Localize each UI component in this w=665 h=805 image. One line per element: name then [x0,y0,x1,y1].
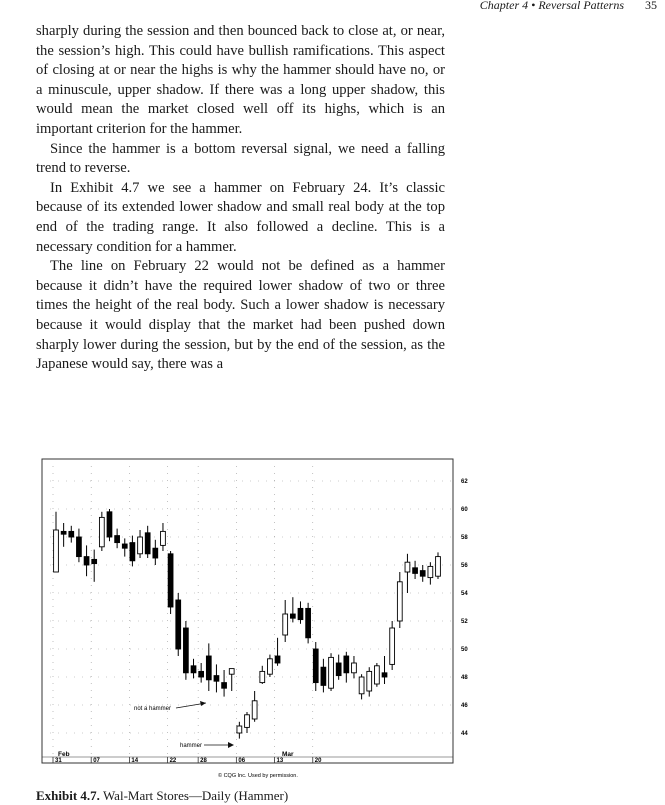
candle-body-down [214,676,219,682]
y-tick-label: 54 [461,591,468,597]
candle-body-up [260,671,265,682]
paragraph-4: The line on February 22 would not be defined as a hammer because it didn’t have the required lower shadow of two or three times the height of the real body. Such a lower shadow is necessary because it would display that the market had been pushed down sharply lower during the session, but by the end of the session, as the Japanese would say, there was a [36,258,445,373]
candle [99,512,104,551]
exhibit-title: Wal-Mart Stores—Daily (Hammer) [102,788,289,803]
candle [183,621,188,680]
candle-body-up [374,666,379,684]
candle-body-up [367,671,372,691]
month-label-mar: Mar [282,751,294,758]
month-label-feb: Feb [58,751,70,758]
candle-body-down [92,559,97,563]
exhibit-caption [36,788,288,804]
candle-body-down [107,512,112,537]
y-tick-label: 56 [461,563,468,569]
page-number: 35 [645,0,657,12]
candle-body-down [344,656,349,673]
candle-body-down [130,543,135,561]
y-tick-label: 44 [461,731,468,737]
x-tick-label: 14 [131,758,139,764]
hammer-label: hammer [180,743,203,749]
candle-body-down [183,628,188,673]
candle-body-down [191,666,196,673]
candle-body-up [428,566,433,577]
running-head [480,0,657,13]
candle-body-down [321,667,326,685]
body-text [36,22,445,375]
y-tick-label: 52 [461,619,468,625]
candle-body-down [199,671,204,677]
chapter-label: Chapter 4 [479,0,529,12]
candle-body-down [153,548,158,558]
candle-body-down [275,656,280,663]
candle-body-up [229,669,234,675]
candle-body-down [306,608,311,637]
candle-body-up [405,562,410,572]
chart-credit: © CQG Inc. Used by permission. [218,773,298,779]
y-tick-label: 50 [461,647,468,653]
candle-body-up [397,582,402,621]
candle-body-up [237,726,242,733]
candle-body-up [268,659,273,674]
candle [306,603,311,644]
candle-body-up [138,537,143,554]
paragraph-2: Since the hammer is a bottom reversal signal, we need a falling trend to reverse. [36,140,445,177]
candle-body-up [359,677,364,694]
candle [390,621,395,670]
candle-body-down [298,608,303,619]
section-title: Reversal Patterns [538,0,624,12]
y-tick-label: 60 [461,507,468,513]
y-tick-label: 46 [461,703,468,709]
x-tick-label: 20 [314,758,322,764]
x-tick-label: 28 [200,758,207,764]
candle-body-down [61,531,66,534]
exhibit-number: Exhibit 4.7. [36,788,100,803]
candle-body-up [54,530,59,572]
candle [436,552,441,579]
y-tick-label: 58 [461,535,468,541]
candle [176,593,181,656]
candle-body-up [283,614,288,635]
candlestick-chart [30,451,490,785]
x-tick-label: 07 [93,758,100,764]
candle-body-down [84,557,89,565]
candle-body-down [382,673,387,677]
x-tick-label: 31 [55,758,62,764]
exhibit-chart [30,451,490,785]
candle [374,663,379,687]
candle-body-down [145,533,150,554]
candle-body-down [313,649,318,683]
candle-body-down [77,537,82,557]
y-tick-label: 62 [461,479,468,485]
candle-body-down [336,663,341,676]
candle-body-down [122,544,127,548]
candle [329,653,334,691]
candle-body-down [115,536,120,543]
candle-body-up [329,657,334,688]
candle-body-up [245,715,250,728]
candle-body-down [176,600,181,649]
paragraph-3: In Exhibit 4.7 we see a hammer on February 24. It’s classic because of its extended lower shadow and small real body at the top end of the trading range. It also followed a decline. This is a necessary condition for a hammer. [36,179,445,255]
x-tick-label: 13 [276,758,284,764]
x-tick-label: 06 [238,758,246,764]
bullet-separator: • [531,0,536,12]
paragraph-1: sharply during the session and then bounced back to close at, or near, the session’s high. This could have bullish ramifications. This aspect of closing at or near the highs is why the hammer should have no, or a minuscule, upper shadow. If there was a long upper shadow, this would mean the market closed well off its highs, which is an important criterion for the hammer. [36,23,445,137]
candle-body-down [206,656,211,680]
candle-body-up [161,531,166,545]
candle-body-down [168,554,173,607]
y-axis-ticks [461,479,468,737]
not-a-hammer-label: not a hammer [134,706,172,712]
candle-body-up [99,517,104,546]
candle-body-up [390,628,395,664]
candle-body-down [420,571,425,577]
candle-body-down [290,614,295,618]
candle-body-up [352,663,357,673]
candle [107,509,112,541]
candle [168,551,173,614]
x-tick-label: 22 [169,758,177,764]
candle-body-down [222,683,227,689]
candle-body-down [413,568,418,574]
y-tick-label: 48 [461,675,468,681]
candle-body-down [69,531,74,537]
candle-body-up [252,701,257,719]
candle-body-up [436,557,441,577]
